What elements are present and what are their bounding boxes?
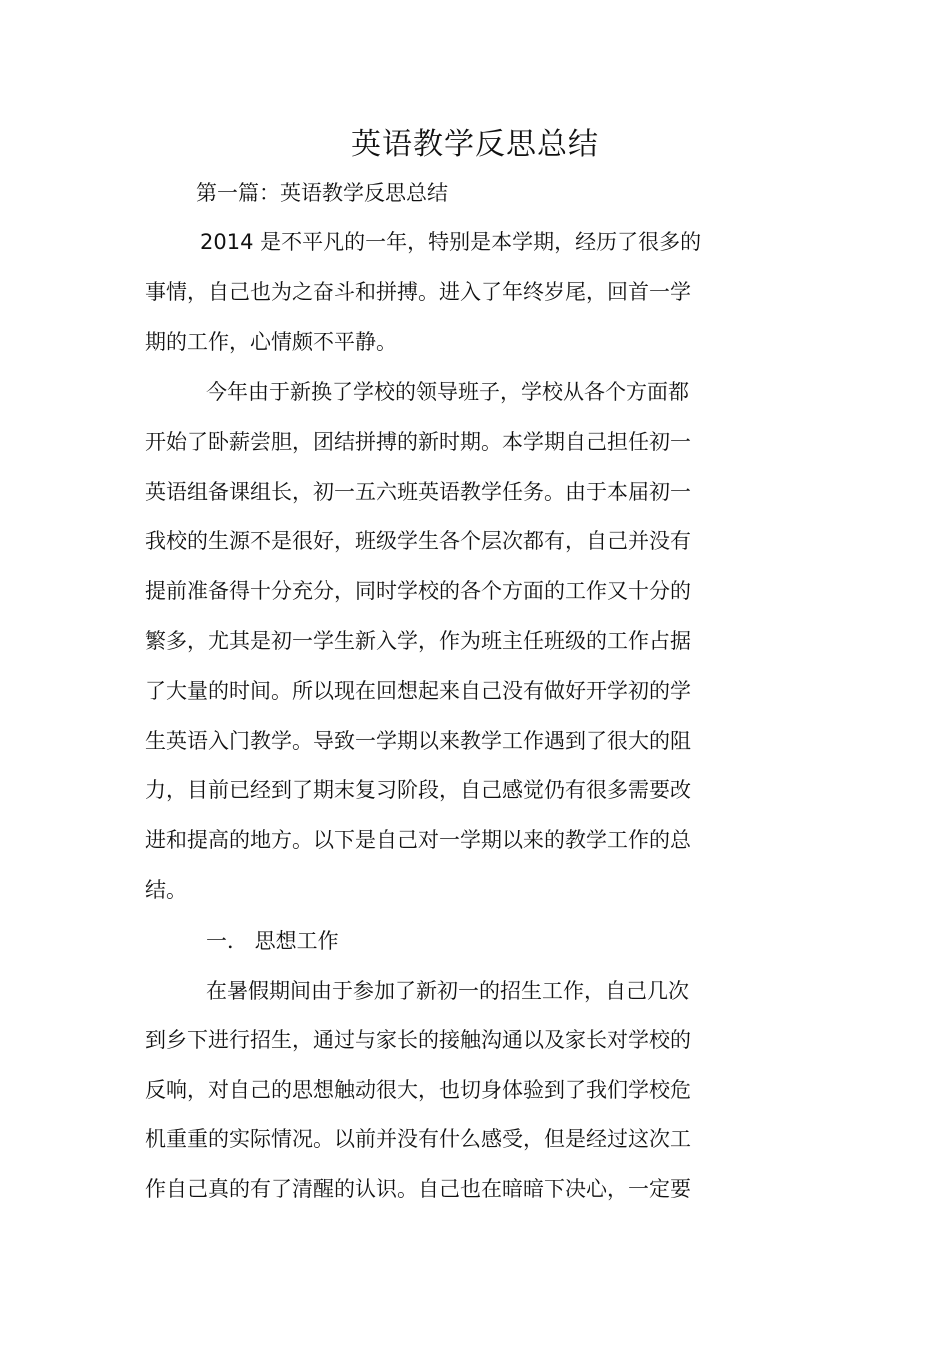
paragraph-line: 在暑假期间由于参加了新初一的招生工作，自己几次 <box>206 979 689 1003</box>
paragraph-line: 进和提高的地方。以下是自己对一学期以来的教学工作的总 <box>145 828 691 852</box>
paragraph-line: 繁多，尤其是初一学生新入学，作为班主任班级的工作占据 <box>145 629 691 653</box>
paragraph-line: 了大量的时间。所以现在回想起来自己没有做好开学初的学 <box>145 679 691 703</box>
paragraph-line: 反响，对自己的思想触动很大，也切身体验到了我们学校危 <box>145 1078 691 1102</box>
section-heading: 一． 思想工作 <box>206 929 339 953</box>
paragraph-line: 机重重的实际情况。以前并没有什么感受，但是经过这次工 <box>145 1127 691 1151</box>
paragraph-line: 结。 <box>145 878 187 902</box>
paragraph-line: 开始了卧薪尝胆，团结拼搏的新时期。本学期自己担任初一 <box>145 430 691 454</box>
paragraph-line: 今年由于新换了学校的领导班子，学校从各个方面都 <box>206 380 689 404</box>
paragraph-line: 事情，自己也为之奋斗和拼搏。进入了年终岁尾，回首一学 <box>145 280 691 304</box>
document-subtitle: 第一篇：英语教学反思总结 <box>196 181 448 205</box>
paragraph-line: 到乡下进行招生，通过与家长的接触沟通以及家长对学校的 <box>145 1028 691 1052</box>
paragraph-line: 英语组备课组长，初一五六班英语教学任务。由于本届初一 <box>145 480 691 504</box>
paragraph-line: 我校的生源不是很好，班级学生各个层次都有，自己并没有 <box>145 529 691 553</box>
paragraph-line: 期的工作，心情颇不平静。 <box>145 330 397 354</box>
paragraph-line: 2014 是不平凡的一年，特别是本学期，经历了很多的 <box>200 230 702 254</box>
paragraph-line: 作自己真的有了清醒的认识。自己也在暗暗下决心，一定要 <box>145 1177 691 1201</box>
document-title: 英语教学反思总结 <box>351 127 599 162</box>
paragraph-line: 生英语入门教学。导致一学期以来教学工作遇到了很大的阻 <box>145 729 691 753</box>
paragraph-line: 提前准备得十分充分，同时学校的各个方面的工作又十分的 <box>145 579 691 603</box>
paragraph-line: 力，目前已经到了期末复习阶段，自己感觉仍有很多需要改 <box>145 778 691 802</box>
